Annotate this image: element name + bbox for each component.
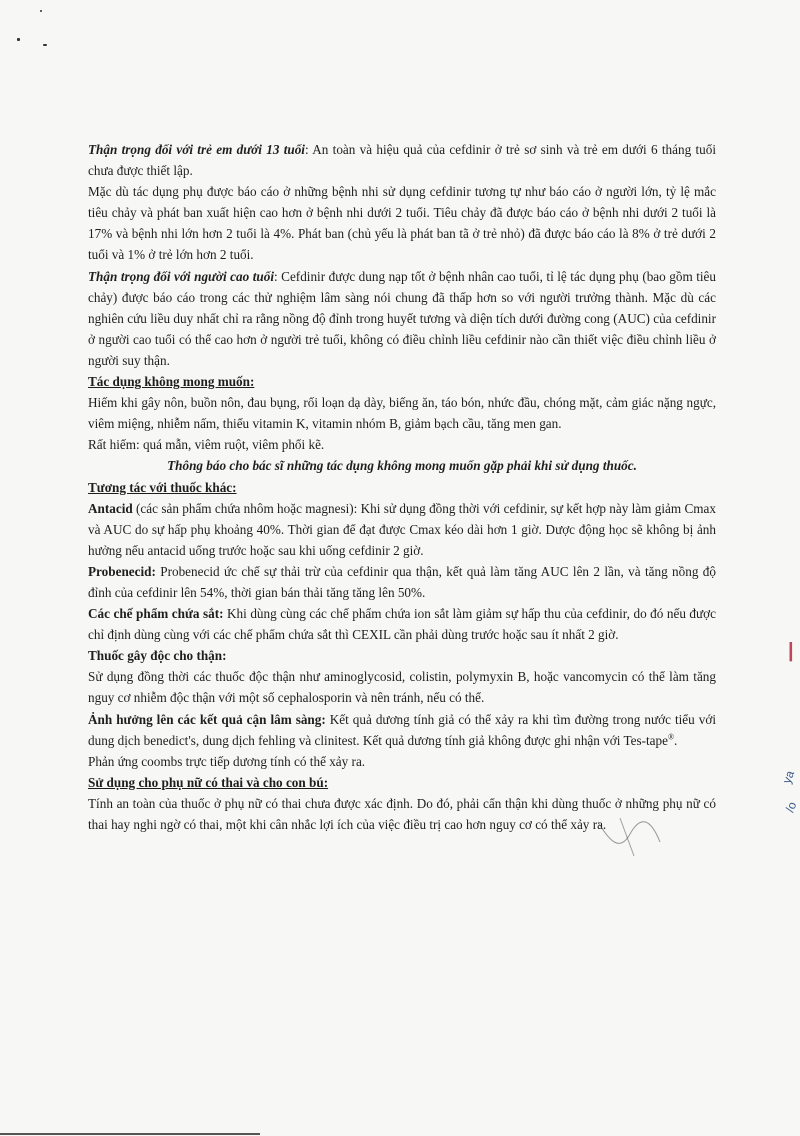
- iron-text: Khi dùng cùng các chế phẩm chứa ion sắt làm giảm sự hấp thu của cefdinir, do đó nếu được chỉ định dùng cùng với các chế phẩm chứa sắt thì CEXIL cần phải dùng trước hoặc sau ít nhất 2 giờ.: [88, 606, 716, 643]
- lab-results-text: Kết quả dương tính giả có thể xảy ra khi tìm đường trong nước tiểu với dung dịch benedict's, dung dịch fehling và clinitest. Kết quả dương tính giả không được ghi nhận với Tes-tape: [88, 711, 716, 748]
- probenecid-label: Probenecid:: [88, 563, 156, 579]
- elderly-caution-title: Thận trọng đối với người cao tuổi: [88, 268, 274, 284]
- edge-stamp-fragment: /o: [782, 799, 800, 815]
- iron-label: Các chế phẩm chứa sắt:: [88, 606, 224, 622]
- children-side-effects-paragraph: Mặc dù tác dụng phụ được báo cáo ở những bệnh nhi sử dụng cefdinir tương tự như báo cáo ở người lớn, tỷ lệ mắc tiêu chảy và phát ban xuất hiện cao hơn ở bệnh nhi dưới 2 tuổi. Tiêu chảy đã được báo cáo ở bệnh nhi dưới 2 tuổi là 17% và bệnh nhi lớn hơn 2 tuổi là 4%. Phát ban (chủ yếu là phát ban tã ở trẻ nhỏ) đã được báo cáo là 8% ở trẻ dưới 2 tuổi và 1% ở trẻ lớn hơn 2 tuổi.: [88, 184, 716, 263]
- edge-stamp-fragment: |: [788, 640, 794, 662]
- children-caution-title: Thận trọng đối với trẻ em dưới 13 tuổi: [88, 142, 305, 157]
- lab-results-label: Ảnh hưởng lên các kết quả cận lâm sàng:: [88, 711, 326, 727]
- probenecid-paragraph: [88, 561, 716, 603]
- antacid-label: Antacid: [88, 500, 133, 516]
- bottom-edge-line: [0, 1133, 260, 1135]
- elderly-caution-text: : Cefdinir được dung nạp tốt ở bệnh nhân cao tuổi, tỉ lệ tác dụng phụ (bao gồm tiêu chảy) được báo cáo trong các thử nghiệm lâm sàng nói chung đã thấp hơn so với người trưởng thành. Mặc dù các nghiên cứu liều duy nhất chỉ ra rằng nồng độ đỉnh trong huyết tương và diện tích dưới đường cong (AUC) của cefdinir ở người cao tuổi có thể cao hơn ở người trẻ tuổi, không có điều chỉnh liều cefdinir nào cần thiết việc điều chỉnh liều ở người suy thận.: [88, 268, 716, 368]
- adverse-effects-text: Hiếm khi gây nôn, buồn nôn, đau bụng, rối loạn dạ dày, biếng ăn, táo bón, nhức đầu, chóng mặt, cảm giác nặng ngực, viêm miệng, nhiễm nấm, thiếu vitamin K, vitamin nhóm B, giảm bạch cầu, tăng men gan.: [88, 395, 716, 432]
- scan-speck: [40, 10, 42, 12]
- pregnancy-heading: Sử dụng cho phụ nữ có thai và cho con bú:: [88, 774, 329, 790]
- signature-mark: [590, 812, 670, 862]
- antacid-text: (các sản phẩm chứa nhôm hoặc magnesi): Khi sử dụng đồng thời với cefdinir, sự kết hợp này làm giảm Cmax và AUC do sự hấp phụ khoảng 40%. Thời gian để đạt được Cmax kéo dài hơn 1 giờ. Dược động học sẽ không bị ảnh hưởng nếu antacid uống trước hoặc sau khi uống cefdinir 2 giờ.: [88, 500, 716, 558]
- lab-results-paragraph: [88, 709, 716, 751]
- registered-mark: ®: [667, 732, 675, 742]
- pregnancy-text: Tính an toàn của thuốc ở phụ nữ có thai chưa được xác định. Do đó, phải cẩn thận khi dùng thuốc ở những phụ nữ có thai hay nghi ngờ có thai, một khi cân nhắc lợi ích của việc điều trị cao hơn nguy cơ có thể xảy ra.: [88, 795, 716, 832]
- adverse-effects-heading: Tác dụng không mong muốn:: [88, 374, 255, 390]
- nephrotoxic-label: Thuốc gây độc cho thận:: [88, 648, 227, 664]
- coombs-text: Phản ứng coombs trực tiếp dương tính có thể xảy ra.: [88, 753, 366, 769]
- lab-results-end: .: [674, 732, 678, 748]
- scan-speck: [43, 44, 47, 46]
- children-caution-paragraph: [88, 139, 716, 181]
- adverse-effects-rare: Rất hiếm: quá mẫn, viêm ruột, viêm phổi kẽ.: [88, 437, 325, 453]
- nephrotoxic-text: Sử dụng đồng thời các thuốc độc thận như aminoglycosid, colistin, polymyxin B, hoặc vancomycin có thể làm tăng nguy cơ nhiễm độc thận với một số cephalosporin và nên tránh, nếu có thể.: [88, 669, 716, 706]
- document-page: [88, 139, 716, 835]
- edge-stamp-fragment: ya: [779, 768, 798, 786]
- probenecid-text: Probenecid ức chế sự thải trừ của cefdinir qua thận, kết quả làm tăng AUC lên 2 lần, và tăng nồng độ đỉnh của cefdinir lên 54%, thời gian bán thải tăng tăng lên 50%.: [88, 563, 716, 600]
- antacid-paragraph: [88, 498, 716, 561]
- notify-doctor-note: Thông báo cho bác sĩ những tác dụng không mong muốn gặp phải khi sử dụng thuốc.: [167, 458, 637, 474]
- interactions-heading: Tương tác với thuốc khác:: [88, 479, 237, 495]
- iron-paragraph: [88, 603, 716, 645]
- children-caution-text: : An toàn và hiệu quả của cefdinir ở trẻ sơ sinh và trẻ em dưới 6 tháng tuổi chưa được thiết lập.: [88, 142, 716, 179]
- scan-speck: [17, 38, 20, 41]
- elderly-caution-paragraph: [88, 266, 716, 371]
